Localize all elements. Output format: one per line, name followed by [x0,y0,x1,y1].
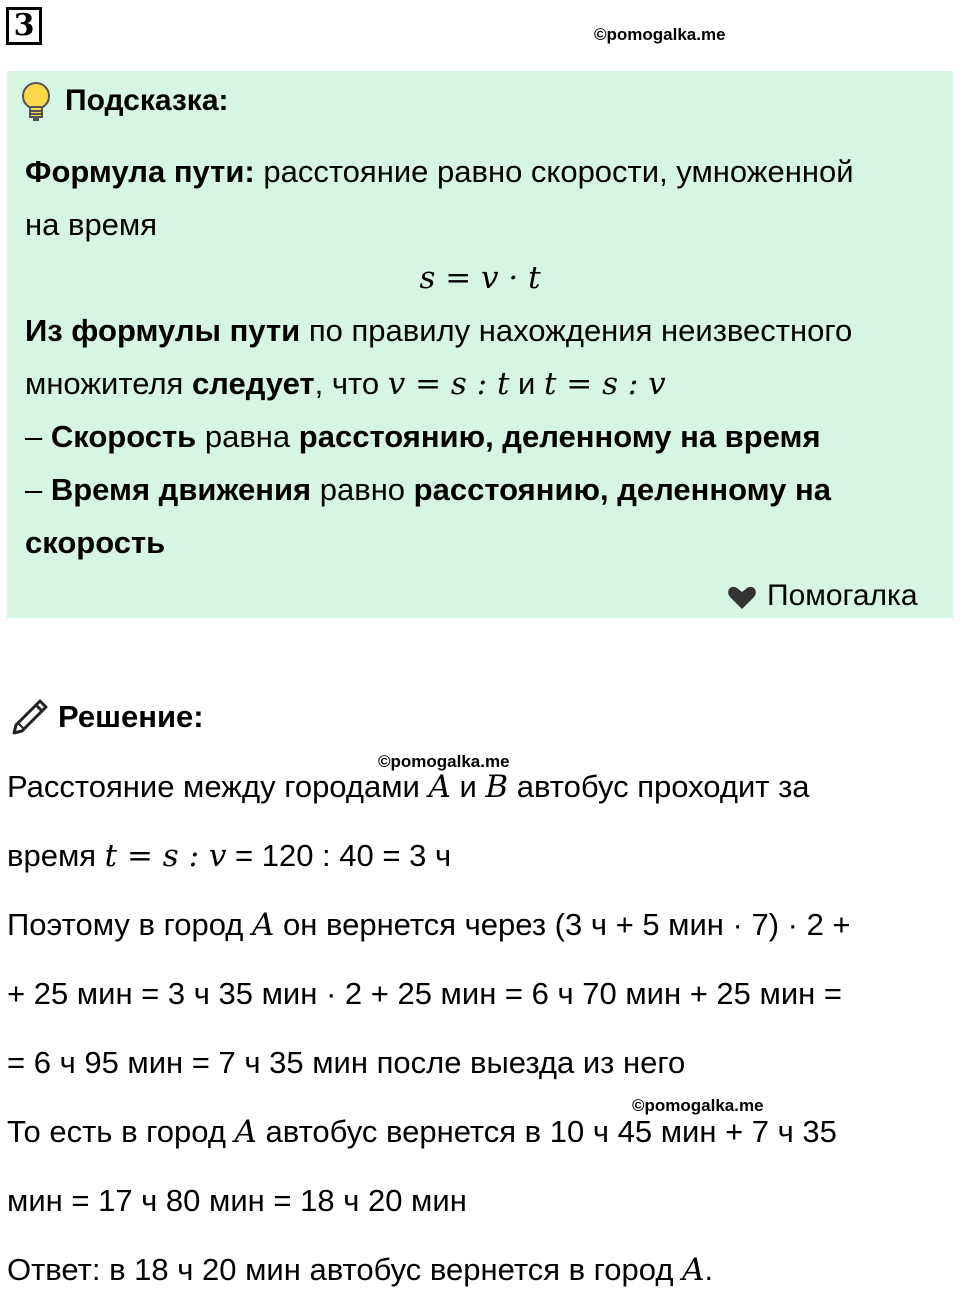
hint-line-7: скорость [25,525,166,560]
dash: – [25,419,51,454]
formula-v: v = s : t [387,366,510,402]
brand-name: Помогалка [767,579,918,612]
dash: – [25,472,51,507]
heart-icon [727,585,757,611]
hint-term: Скорость [50,419,197,454]
city-a: A [251,907,275,943]
hint-line-4 [25,364,666,404]
sol-text: Ответ: в 18 ч 20 мин автобус вернется в город [7,1252,683,1287]
sol-text: время [7,838,105,873]
hint-text: расстояние равно скорости, умноженной [254,154,854,189]
sol-text: автобус проходит за [508,769,810,804]
hint-box [7,71,953,618]
formula-t: t = s : v [543,366,666,402]
hint-term: расстоянию, деленному на время [298,419,821,454]
task-number: 3 [6,7,42,45]
sol-text: . [704,1252,714,1287]
solution-line-5: = 6 ч 95 мин = 7 ч 35 мин после выезда из него [7,1045,686,1080]
hint-text: равна [196,419,299,454]
sol-text: и [450,769,486,804]
formula-main: s = v · t [419,260,541,296]
answer-line [7,1250,713,1290]
solution-line-7: мин = 17 ч 80 мин = 18 ч 20 мин [7,1183,467,1218]
hint-text: по правилу нахождения неизвестного [300,313,853,348]
hint-line-6 [25,470,831,510]
city-b: B [485,769,509,805]
solution-line-4: + 25 мин = 3 ч 35 мин · 2 + 25 мин = 6 ч 70 мин + 25 мин = [7,976,842,1011]
hint-title: Подсказка: [65,84,229,117]
hint-text: множителя [25,366,192,401]
watermark-bottom: ©pomogalka.me [632,1096,764,1115]
watermark-mid: ©pomogalka.me [378,752,510,771]
formula-time: t = s : v [104,838,227,874]
hint-term: Формула пути: [25,154,255,189]
hint-term: расстоянию, деленному на [413,472,831,507]
hint-text: и [509,366,544,401]
hint-term: следует [191,366,315,401]
hint-line-5 [25,417,821,457]
sol-text: То есть в город [7,1114,235,1149]
city-a: A [428,769,451,805]
sol-text: = 120 : 40 = 3 ч [226,838,452,873]
city-a: A [234,1114,257,1150]
hint-term: Из формулы пути [25,313,301,348]
hint-term: Время движения [50,472,312,507]
solution-line-2 [7,836,451,876]
sol-text: он вернется через (3 ч + 5 мин · 7) · 2 + [274,907,851,942]
solution-line-6 [7,1112,837,1152]
sol-text: Расстояние между городами [7,769,429,804]
hint-line-3 [25,311,852,351]
solution-line-3 [7,905,851,945]
pencil-icon [8,693,54,739]
solution-line-1 [7,767,810,807]
hint-line-1 [25,152,854,192]
lightbulb-icon [19,81,53,123]
hint-text: равно [311,472,414,507]
hint-text: , что [314,366,388,401]
sol-text: автобус вернется в 10 ч 45 мин + 7 ч 35 [256,1114,837,1149]
hint-line-2: на время [25,207,158,242]
city-a: A [682,1252,705,1288]
watermark-top: ©pomogalka.me [594,25,726,44]
sol-text: Поэтому в город [7,907,252,942]
solution-title: Решение: [58,699,204,734]
